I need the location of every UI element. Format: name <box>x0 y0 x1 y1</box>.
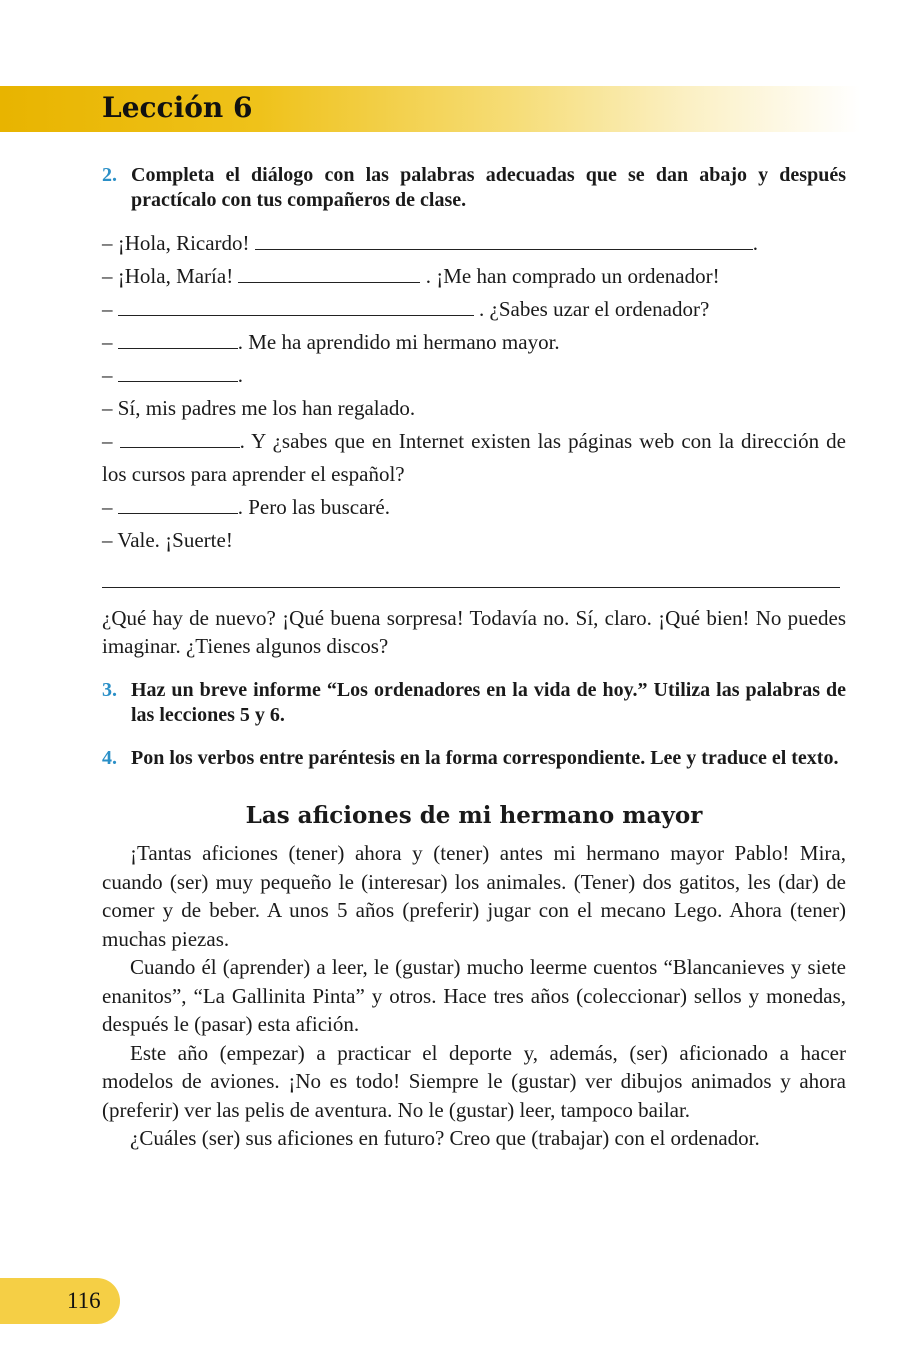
reading-paragraph: ¡Tantas aficiones (tener) ahora y (tener) antes mi hermano mayor Pablo! Mira, cuando (ser) muy pequeño le (interesar) los animales. (Tener) dos gatitos, les (dar) de comer y de beber. A unos 5 años (preferir) jugar con el mecano Lego. Ahora (tener) muchas piezas. <box>102 841 846 951</box>
dialogue-text: – <box>102 330 118 354</box>
answer-blank[interactable] <box>118 495 238 514</box>
separator-rule <box>102 569 840 588</box>
exercise-instruction: Haz un breve informe “Los ordenadores en la vida de hoy.” Utiliza las palabras de las lecciones 5 y 6. <box>131 679 846 726</box>
dialogue-line <box>102 359 846 392</box>
answer-blank[interactable] <box>120 429 240 448</box>
reading-text <box>102 839 846 1153</box>
dialogue-line <box>102 491 846 524</box>
dialogue-line: – Sí, mis padres me los han regalado. <box>102 396 416 420</box>
page-content <box>102 163 846 1153</box>
dialogue-text: . Me ha aprendido mi hermano mayor. <box>237 330 560 354</box>
answer-blank[interactable] <box>118 297 474 316</box>
dialogue-line: – Vale. ¡Suerte! <box>102 528 233 552</box>
dialogue-text: . <box>237 363 243 387</box>
dialogue-text: . ¿Sabes uzar el ordenador? <box>473 297 710 321</box>
exercise-instruction: Completa el diálogo con las palabras adecuadas que se dan abajo y después practícalo con tus compañeros de clase. <box>131 164 846 211</box>
reading-paragraph: Este año (empezar) a practicar el deporte y, además, (ser) aficionado a hacer modelos de aviones. ¡No es todo! Siempre le (gustar) ver dibujos animados y ahora (preferir) ver las pelis de aventura. No le (gustar) leer, tampoco bailar. <box>102 1040 846 1122</box>
exercise-4 <box>102 746 846 771</box>
page-number-tab <box>0 1278 120 1324</box>
dialogue-text: . Pero las buscaré. <box>237 495 390 519</box>
page-number: 116 <box>67 1288 101 1313</box>
dialogue-line <box>102 326 846 359</box>
dialogue-line <box>102 227 846 260</box>
dialogue <box>102 227 846 557</box>
dialogue-line <box>102 293 846 326</box>
dialogue-text: . <box>752 231 759 255</box>
word-bank: ¿Qué hay de nuevo? ¡Qué buena sorpresa! Todavía no. Sí, claro. ¡Qué bien! No puedes imaginar. ¿Tienes algunos discos? <box>102 606 846 658</box>
answer-blank[interactable] <box>255 231 753 250</box>
answer-blank[interactable] <box>238 264 420 283</box>
answer-blank[interactable] <box>118 363 238 382</box>
reading-title: Las aficiones de mi hermano mayor <box>245 802 703 829</box>
exercise-instruction: Pon los verbos entre paréntesis en la forma correspondiente. Lee y traduce el texto. <box>131 747 839 769</box>
exercise-number: 3. <box>102 679 117 701</box>
dialogue-text: – <box>102 363 118 387</box>
exercise-2 <box>102 163 846 213</box>
dialogue-text: – ¡Hola, Ricardo! <box>102 231 255 255</box>
dialogue-line <box>102 425 846 491</box>
dialogue-text: – <box>102 429 120 453</box>
reading-paragraph: Cuando él (aprender) a leer, le (gustar) mucho leerme cuentos “Blancanieves y siete enanitos”, “La Gallinita Pinta” y otros. Hace tres años (coleccionar) sellos y monedas, después le (pasar) esta afición. <box>102 955 846 1036</box>
dialogue-text: – <box>102 297 118 321</box>
lesson-title: Lección 6 <box>102 91 253 124</box>
dialogue-text: . Y ¿sabes que en Internet existen las páginas web con la dirección de los cursos para aprender el español? <box>102 429 846 486</box>
reading-paragraph: ¿Cuáles (ser) sus aficiones en futuro? Creo que (trabajar) con el ordenador. <box>130 1126 760 1150</box>
dialogue-line <box>102 260 846 293</box>
dialogue-text: . ¡Me han comprado un ordenador! <box>420 264 720 288</box>
exercise-number: 4. <box>102 747 117 769</box>
answer-blank[interactable] <box>118 330 238 349</box>
dialogue-text: – ¡Hola, María! <box>102 264 239 288</box>
dialogue-text: – <box>102 495 118 519</box>
exercise-3 <box>102 678 846 728</box>
exercise-number: 2. <box>102 164 117 186</box>
